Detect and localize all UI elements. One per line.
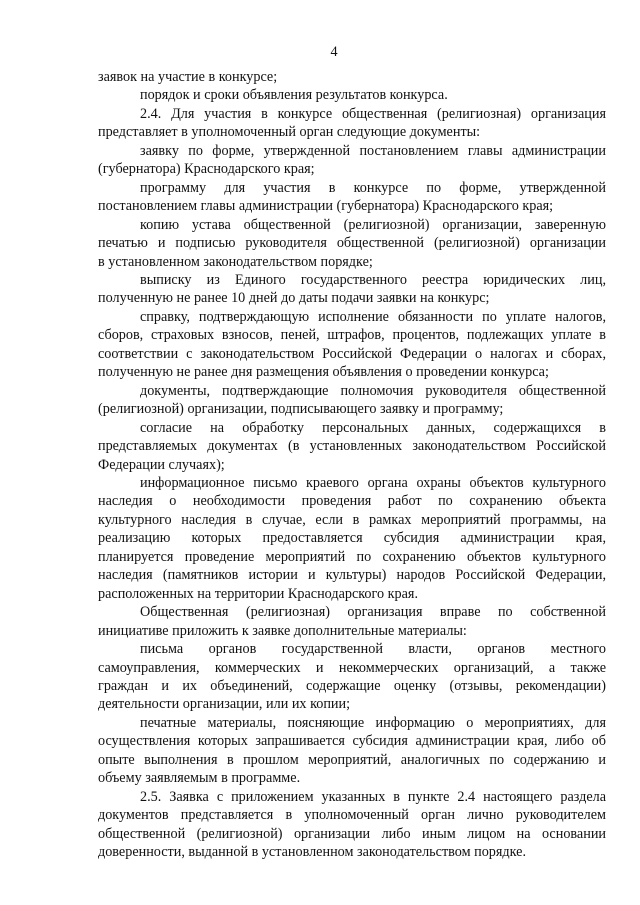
paragraph: [98, 308, 606, 382]
text-line: Общественная (религиозная) организация вправе по собственной: [140, 604, 606, 621]
text-line: наследия о необходимости проведения работ по сохранению объекта: [98, 493, 606, 510]
text-line: Федерации случаях);: [98, 456, 225, 473]
paragraph: [98, 788, 606, 862]
paragraph: [98, 142, 606, 179]
text-line: наследия (памятников истории и культуры) народов Российской Федерации,: [98, 567, 606, 584]
text-line: заявку по форме, утвержденной постановлением главы администрации: [140, 142, 606, 159]
text-line: реализацию которых предоставляется субсидия администрации края,: [98, 530, 606, 547]
paragraph: [98, 86, 606, 104]
text-line: документов представляется в уполномоченный орган лично руководителем: [98, 807, 606, 824]
text-line: копию устава общественной (религиозной) организации, заверенную: [140, 216, 606, 233]
paragraph: [98, 271, 606, 308]
text-line: полученную не ранее дня размещения объявления о проведении конкурса;: [98, 364, 549, 381]
text-line: в установленном законодательством порядке;: [98, 253, 373, 270]
text-line: постановлением главы администрации (губернатора) Краснодарского края;: [98, 198, 554, 215]
paragraph: [98, 474, 606, 603]
text-line: 2.4. Для участия в конкурсе общественная (религиозная) организация: [140, 105, 606, 122]
text-line: опыте выполнения в прошлом мероприятий, аналогичных по содержанию и: [98, 751, 606, 768]
paragraph: [98, 714, 606, 788]
text-line: доверенности, выданной в установленном законодательством порядке.: [98, 844, 527, 861]
text-line: граждан и их объединений, содержащие оценку (отзывы, рекомендации): [98, 677, 606, 694]
text-line: письма органов государственной власти, органов местного: [140, 641, 606, 658]
text-line: осуществления которых запрашивается субсидия администрации края, либо об: [98, 733, 606, 750]
text-line: инициативе приложить к заявке дополнительные материалы:: [98, 622, 467, 639]
text-line: представляет в уполномоченный орган следующие документы:: [98, 124, 481, 141]
paragraph: [98, 382, 606, 419]
text-line: сборов, страховых взносов, пеней, штрафов, процентов, подлежащих уплате в: [98, 327, 606, 344]
paragraph: [98, 603, 606, 640]
text-line: документы, подтверждающие полномочия руководителя общественной: [140, 382, 606, 399]
text-line: расположенных на территории Краснодарского края.: [98, 585, 418, 602]
text-line: самоуправления, коммерческих и некоммерческих организаций, а также: [98, 659, 606, 676]
text-line: (религиозной) организации, подписывающего заявку и программу;: [98, 401, 504, 418]
page-number: 4: [330, 44, 338, 60]
text-line: общественной (религиозной) организации либо иным лицом на основании: [98, 825, 606, 842]
text-line: планируется проведение мероприятий по сохранению объектов культурного: [98, 548, 606, 565]
paragraph: [98, 419, 606, 474]
text-line: заявок на участие в конкурсе;: [98, 69, 278, 85]
text-line: программу для участия в конкурсе по форме, утвержденной: [140, 179, 606, 196]
text-line: полученную не ранее 10 дней до даты подачи заявки на конкурс;: [98, 290, 490, 307]
text-line: печатью и подписью руководителя общественной (религиозной) организации: [98, 235, 606, 252]
text-line: соответствии с законодательством Российской Федерации о налогах и сборах,: [98, 345, 606, 362]
paragraph: [98, 68, 606, 86]
text-line: информационное письмо краевого органа охраны объектов культурного: [140, 474, 606, 491]
text-line: деятельности организации, или их копии;: [98, 696, 351, 713]
paragraph: [98, 216, 606, 271]
text-line: культурного наследия в случае, если в рамках мероприятий программы, на: [98, 511, 606, 528]
document-body: [98, 68, 606, 861]
text-line: выписку из Единого государственного реестра юридических лиц,: [140, 271, 606, 288]
text-line: порядок и сроки объявления результатов конкурса.: [140, 87, 448, 104]
text-line: (губернатора) Краснодарского края;: [98, 161, 315, 178]
text-line: представляемых документах (в установленных законодательством Российской: [98, 438, 606, 455]
text-line: согласие на обработку персональных данных, содержащихся в: [140, 419, 606, 436]
text-line: справку, подтверждающую исполнение обязанности по уплате налогов,: [140, 308, 606, 325]
text-line: печатные материалы, поясняющие информацию о мероприятиях, для: [140, 714, 606, 731]
paragraph: [98, 640, 606, 714]
text-line: 2.5. Заявка с приложением указанных в пункте 2.4 настоящего раздела: [140, 788, 606, 805]
paragraph: [98, 179, 606, 216]
text-line: объему заявляемым в программе.: [98, 770, 301, 787]
paragraph: [98, 105, 606, 142]
